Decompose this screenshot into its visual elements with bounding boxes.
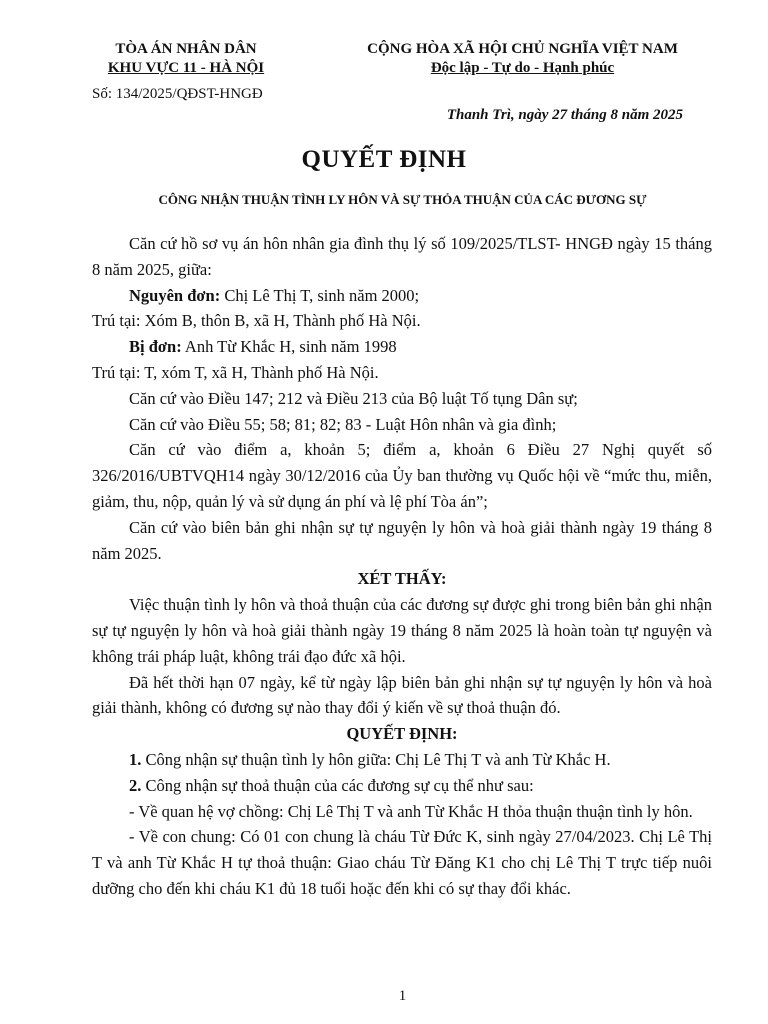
decision-item-1-text: Công nhận sự thuận tình ly hôn giữa: Chị Lê Thị T và anh Từ Khắc H. [141,749,611,769]
document-body [92,231,712,902]
document-number: Số: 134/2025/QĐST-HNGĐ [92,86,263,102]
defendant-address: Trú tại: T, xóm T, xã H, Thành phố Hà Nội. [92,362,379,382]
decision-item-2 [92,773,712,799]
plaintiff-address: Trú tại: Xóm B, thôn B, xã H, Thành phố Hà Nội. [92,311,421,331]
decision-item-1-number: 1. [129,749,142,769]
heading-decision: QUYẾT ĐỊNH: [346,724,458,744]
decision-marriage: - Về quan hệ vợ chồng: Chị Lê Thị T và anh Từ Khắc H thỏa thuận thuận tình ly hôn. [129,801,693,821]
republic-name: CỘNG HÒA XÃ HỘI CHỦ NGHĨA VIỆT NAM [367,41,678,57]
defendant-line [92,334,712,360]
paragraph-resolution: Căn cứ vào điểm a, khoản 5; điểm a, khoản 6 Điều 27 Nghị quyết số 326/2016/UBTVQH14 ngày 30/12/2016 của Ủy ban thường vụ Quốc hội về “mức thu, miễn, giảm, thu, nộp, quản lý và sử dụng án phí và lệ phí Tòa án”; [92,440,712,511]
paragraph-civil-procedure: Căn cứ vào Điều 147; 212 và Điều 213 của Bộ luật Tố tụng Dân sự; [129,388,578,408]
national-header [340,40,705,78]
paragraph-findings-2: Đã hết thời hạn 07 ngày, kể từ ngày lập biên bản ghi nhận sự tự nguyện ly hôn và hoà giải thành, không có đương sự nào thay đổi ý kiến về sự thoả thuận đó. [92,672,712,718]
decision-child: - Về con chung: Có 01 con chung là cháu Từ Đức K, sinh ngày 27/04/2023. Chị Lê Thị T và anh Từ Khắc H tự thoả thuận: Giao cháu Từ Đăng K1 cho chị Lê Thị T trực tiếp nuôi dưỡng cho đến khi cháu K1 đủ 18 tuổi hoặc đến khi có sự thay đổi khác. [92,827,712,898]
plaintiff-label: Nguyên đơn: [129,285,221,305]
place-and-date: Thanh Trì, ngày 27 tháng 8 năm 2025 [446,107,683,123]
document-title: QUYẾT ĐỊNH [301,146,467,173]
decision-item-2-number: 2. [129,775,142,795]
national-motto: Độc lập - Tự do - Hạnh phúc [430,60,615,76]
heading-findings: XÉT THẤY: [357,569,447,589]
page-number: 1 [398,988,407,1004]
plaintiff-text: Chị Lê Thị T, sinh năm 2000; [220,285,420,305]
court-name: TÒA ÁN NHÂN DÂN [115,41,257,57]
paragraph-family-law: Căn cứ vào Điều 55; 58; 81; 82; 83 - Luật Hôn nhân và gia đình; [129,414,557,434]
decision-item-2-text: Công nhận sự thoả thuận của các đương sự cụ thể như sau: [141,775,534,795]
court-header [86,40,286,78]
plaintiff-line [92,283,712,309]
court-region: KHU VỰC 11 - HÀ NỘI [107,60,265,76]
decision-item-1 [92,747,712,773]
defendant-text: Anh Từ Khắc H, sinh năm 1998 [181,337,397,357]
defendant-label: Bị đơn: [129,337,182,357]
document-subtitle: CÔNG NHẬN THUẬN TÌNH LY HÔN VÀ SỰ THỎA THUẬN CỦA CÁC ĐƯƠNG SỰ [158,192,647,207]
paragraph-minutes: Căn cứ vào biên bản ghi nhận sự tự nguyện ly hôn và hoà giải thành ngày 19 tháng 8 năm 2025. [92,517,712,563]
paragraph-case-file: Căn cứ hồ sơ vụ án hôn nhân gia đình thụ lý số 109/2025/TLST- HNGĐ ngày 15 tháng 8 năm 2025, giữa: [92,234,712,279]
paragraph-findings-1: Việc thuận tình ly hôn và thoả thuận của các đương sự được ghi trong biên bản ghi nhận sự tự nguyện ly hôn và hoà giải thành ngày 19 tháng 8 năm 2025 là hoàn toàn tự nguyện và không trái pháp luật, không trái đạo đức xã hội. [92,595,712,666]
